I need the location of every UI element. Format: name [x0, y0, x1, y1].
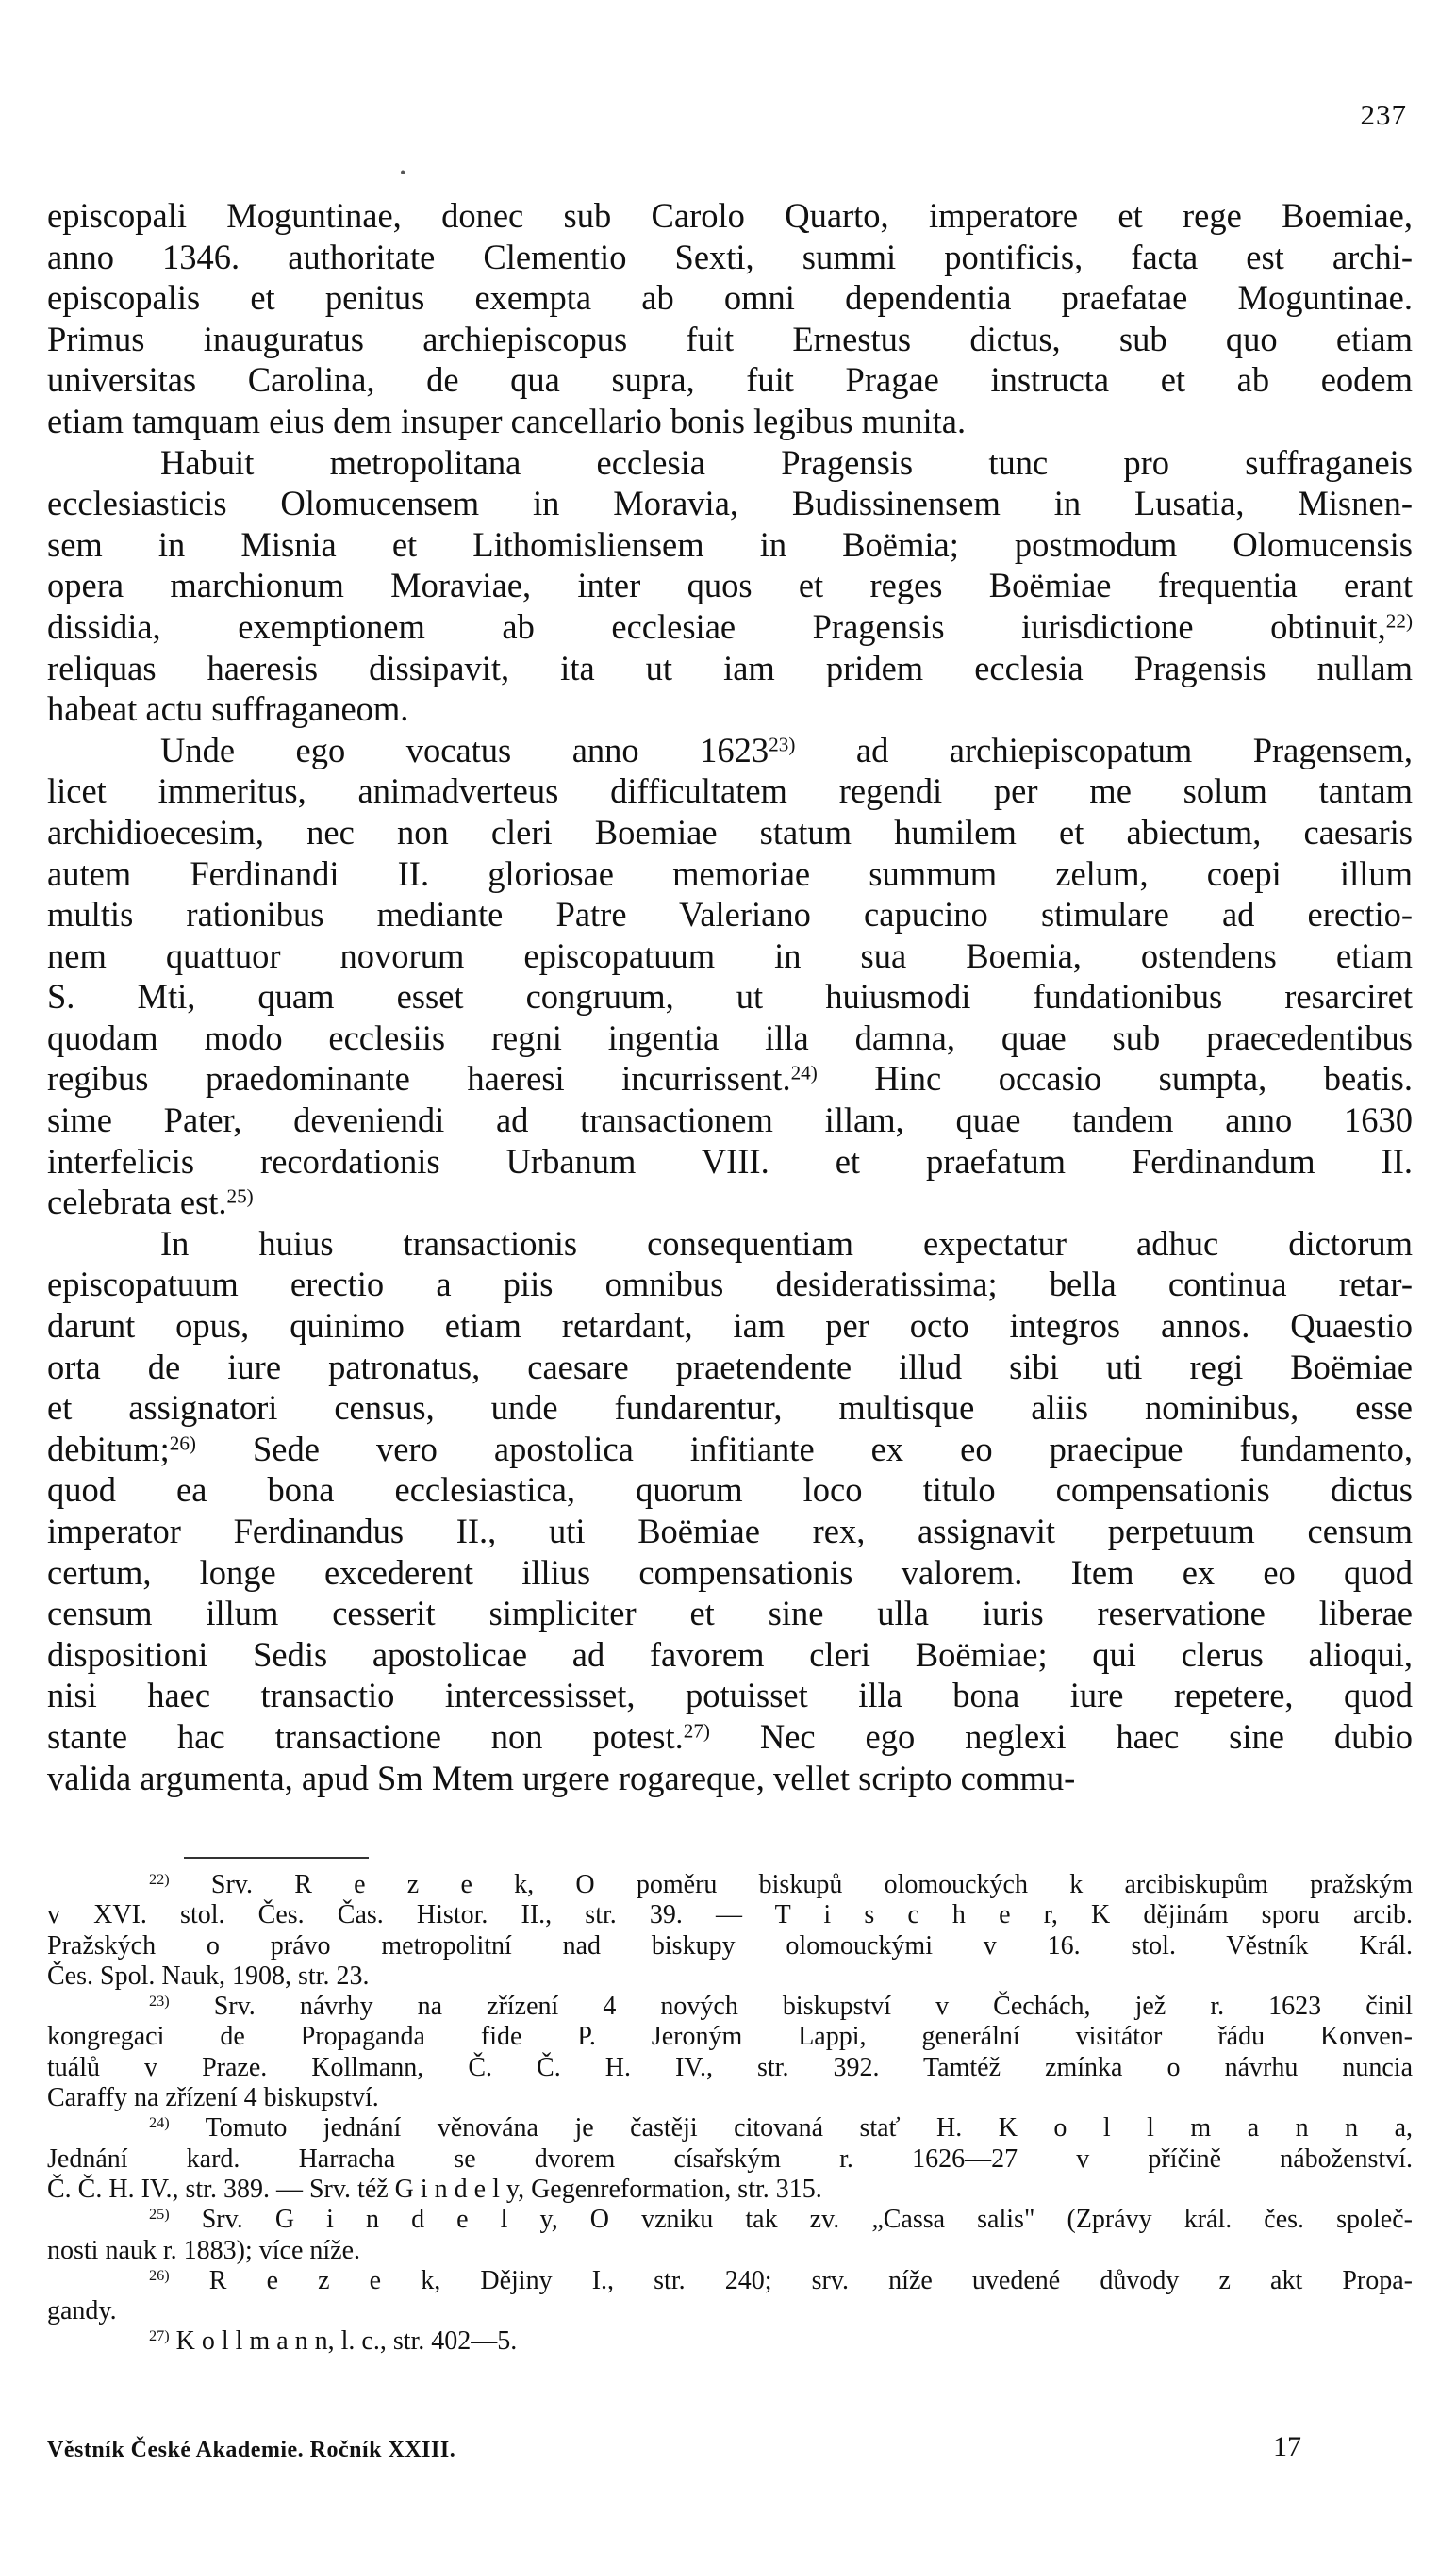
- body-text: Habuit metropolitana ecclesia Pragensis tunc pro suffraganeis: [160, 442, 1413, 482]
- body-text: Hinc occasio sumpta, beatis.: [817, 1059, 1413, 1099]
- footnote-ref: 26): [149, 2266, 170, 2284]
- body-line: [47, 195, 1413, 237]
- body-line: [47, 401, 1413, 442]
- body-line: [47, 853, 1413, 895]
- footnote-line: [47, 2205, 1413, 2235]
- body-line: [47, 1758, 1413, 1799]
- body-line: [47, 1100, 1413, 1141]
- body-text: et assignatori census, unde fundarentur, multisque aliis nominibus, esse: [47, 1388, 1413, 1428]
- footnote-line: [47, 2175, 1413, 2205]
- body-line: [47, 812, 1413, 853]
- body-text: Sede vero apostolica infitiante ex eo praecipue fundamento,: [195, 1429, 1413, 1468]
- body-text: quod ea bona ecclesiastica, quorum loco titulo compensationis dictus: [47, 1470, 1413, 1510]
- body-text: [47, 195, 1413, 1798]
- footnote-line: [47, 1870, 1413, 1900]
- signature-mark: 17: [1273, 2431, 1301, 2462]
- body-text: interfelicis recordationis Urbanum VIII. et praefatum Ferdinandum II.: [47, 1141, 1413, 1181]
- body-text: nem quattuor novorum episcopatuum in sua Boemia, ostendens etiam: [47, 935, 1413, 975]
- body-text: imperator Ferdinandus II., uti Boëmiae rex, assignavit perpetuum censum: [47, 1512, 1413, 1550]
- body-line: [47, 1675, 1413, 1716]
- body-line: [47, 688, 1413, 730]
- body-text: anno 1346. authoritate Clementio Sexti, summi pontificis, facta est archi-: [47, 237, 1413, 276]
- body-line: [47, 894, 1413, 935]
- body-line: [47, 1018, 1413, 1059]
- footnote-line: [47, 2296, 1413, 2326]
- body-text: certum, longe excederent illius compensationis valorem. Item ex eo quod: [47, 1552, 1413, 1592]
- footnote-text: gandy.: [47, 2296, 117, 2326]
- body-line: [47, 524, 1413, 566]
- body-text: reliquas haeresis dissipavit, ita ut iam pridem ecclesia Pragensis nullam: [47, 648, 1413, 687]
- body-line: [47, 976, 1413, 1018]
- body-text: opera marchionum Moraviae, inter quos et reges Boëmiae frequentia erant: [47, 566, 1413, 605]
- body-text: sem in Misnia et Lithomisliensem in Boëmia; postmodum Olomucensis: [47, 524, 1413, 564]
- footnote-ref: 27): [149, 2327, 170, 2345]
- body-line: [47, 770, 1413, 812]
- body-text: Primus inauguratus archiepiscopus fuit Ernestus dictus, sub quo etiam: [47, 319, 1413, 358]
- body-line: [47, 1223, 1413, 1265]
- body-text: episcopali Moguntinae, donec sub Carolo Quarto, imperatore et rege Boemiae,: [47, 196, 1413, 235]
- body-line: [47, 319, 1413, 360]
- body-line: [47, 359, 1413, 401]
- footnote-text: tuálů v Praze. Kollmann, Č. Č. H. IV., str. 392. Tamtéž zmínka o návrhu nuncia: [47, 2052, 1413, 2082]
- body-text: quodam modo ecclesiis regni ingentia illa damna, quae sub praecedentibus: [47, 1018, 1413, 1057]
- body-line: [47, 1387, 1413, 1429]
- footnote-text: Tomuto jednání věnována je častěji citovaná stať H. K o l l m a n n a,: [169, 2113, 1413, 2143]
- footnotes: [47, 1870, 1413, 2358]
- footnote-text: Caraffy na zřízení 4 biskupství.: [47, 2083, 379, 2113]
- body-line: [47, 442, 1413, 484]
- body-text: In huius transactionis consequentiam expectatur adhuc dictorum: [160, 1223, 1413, 1263]
- body-line: [47, 730, 1413, 771]
- body-line: [47, 648, 1413, 689]
- body-text: debitum;: [47, 1429, 170, 1468]
- stray-mark: •: [400, 163, 406, 182]
- footnote-line: [47, 1931, 1413, 1961]
- footnote-text: nosti nauk r. 1883); více níže.: [47, 2235, 361, 2265]
- body-line: [47, 1552, 1413, 1594]
- body-text: censum illum cesserit simpliciter et sine ulla iuris reservatione liberae: [47, 1594, 1413, 1633]
- body-line: [47, 237, 1413, 278]
- body-text: valida argumenta, apud Sm Mtem urgere rogareque, vellet scripto commu-: [47, 1758, 1076, 1797]
- footnote-ref: 23): [769, 733, 796, 756]
- footnote-separator: [184, 1857, 369, 1859]
- footnote-ref: 26): [169, 1431, 196, 1455]
- footnote-line: [47, 2083, 1413, 2113]
- body-line: [47, 935, 1413, 977]
- body-text: dissidia, exemptionem ab ecclesiae Pragensis iurisdictione obtinuit,: [47, 606, 1386, 646]
- body-line: [47, 483, 1413, 524]
- footnote-line: [47, 2144, 1413, 2175]
- body-line: [47, 277, 1413, 319]
- footnote-text: Srv. R e z e k, O poměru biskupů olomouckých k arcibiskupům pražským: [169, 1870, 1413, 1899]
- body-text: Nec ego neglexi haec sine dubio: [709, 1716, 1414, 1756]
- footnote-ref: 24): [790, 1061, 818, 1084]
- body-line: [47, 1347, 1413, 1388]
- body-text: etiam tamquam eius dem insuper cancellario bonis legibus munita.: [47, 401, 967, 440]
- body-text: Unde ego vocatus anno 1623: [160, 730, 769, 770]
- footnote-ref: 25): [226, 1184, 254, 1208]
- body-line: [47, 1182, 1413, 1223]
- footnote-line: [47, 2113, 1413, 2143]
- body-line: [47, 1264, 1413, 1305]
- body-text: S. Mti, quam esset congruum, ut huiusmodi fundationibus resarciret: [47, 977, 1413, 1017]
- footnote-text: Srv. návrhy na zřízení 4 nových biskupství v Čechách, jež r. 1623 činil: [169, 1992, 1413, 2022]
- footnote-ref: 23): [149, 1993, 170, 2011]
- footnote-text: Čes. Spol. Nauk, 1908, str. 23.: [47, 1961, 370, 1991]
- footnote-text: Srv. G i n d e l y, O vzniku tak zv. „Cassa salis" (Zprávy král. čes. společ-: [169, 2205, 1413, 2235]
- footnote-line: [47, 2326, 1413, 2357]
- body-line: [47, 1429, 1413, 1470]
- body-line: [47, 1511, 1413, 1552]
- footnote-text: R e z e k, Dějiny I., str. 240; srv. níže uvedené důvody z akt Propa-: [169, 2265, 1413, 2295]
- footnote-ref: 27): [683, 1719, 710, 1743]
- footnote-text: v XVI. stol. Čes. Čas. Histor. II., str. 39. — T i s c h e r, K dějinám sporu arcib.: [47, 1900, 1413, 1930]
- footnote-line: [47, 2022, 1413, 2052]
- footnote-ref: 24): [149, 2114, 170, 2132]
- footnote-text: Jednání kard. Harracha se dvorem císařským r. 1626—27 v příčině náboženství.: [47, 2143, 1413, 2174]
- body-text: autem Ferdinandi II. gloriosae memoriae summum zelum, coepi illum: [47, 853, 1413, 893]
- footnote-line: [47, 2266, 1413, 2296]
- body-text: ad archiepiscopatum Pragensem,: [795, 730, 1413, 770]
- body-text: universitas Carolina, de qua supra, fuit Pragae instructa et ab eodem: [47, 360, 1413, 400]
- body-line: [47, 1716, 1413, 1758]
- body-line: [47, 1305, 1413, 1347]
- body-text: licet immeritus, animadverteus difficultatem regendi per me solum tantam: [47, 771, 1413, 811]
- footnote-line: [47, 2053, 1413, 2083]
- footnote-text: kongregaci de Propaganda fide P. Jeroným Lappi, generální visitátor řádu Konven-: [47, 2022, 1413, 2052]
- body-line: [47, 1058, 1413, 1100]
- body-line: [47, 606, 1413, 648]
- body-text: multis rationibus mediante Patre Valeriano capucino stimulare ad erectio-: [47, 895, 1413, 935]
- body-text: stante hac transactione non potest.: [47, 1716, 684, 1756]
- footnote-line: [47, 2236, 1413, 2266]
- footnote-line: [47, 1992, 1413, 2022]
- body-line: [47, 1634, 1413, 1676]
- body-text: regibus praedominante haeresi incurrissent.: [47, 1059, 791, 1099]
- body-line: [47, 565, 1413, 606]
- footnote-ref: 22): [1385, 609, 1413, 633]
- footnote-ref: 22): [149, 1871, 170, 1889]
- footnote-text: Č. Č. H. IV., str. 389. — Srv. též G i n d e l y, Gegenreformation, str. 315.: [47, 2174, 822, 2204]
- body-line: [47, 1469, 1413, 1511]
- footnote-text: Pražských o právo metropolitní nad biskupy olomouckými v 16. stol. Věstník Král.: [47, 1930, 1413, 1961]
- footnote-line: [47, 1900, 1413, 1930]
- footnote-ref: 25): [149, 2206, 170, 2224]
- page-number: 237: [1360, 98, 1407, 131]
- body-text: sime Pater, deveniendi ad transactionem illam, quae tandem anno 1630: [47, 1100, 1413, 1140]
- body-text: orta de iure patronatus, caesare praetendente illud sibi uti regi Boëmiae: [47, 1347, 1413, 1386]
- body-text: ecclesiasticis Olomucensem in Moravia, Budissinensem in Lusatia, Misnen-: [47, 484, 1413, 523]
- body-line: [47, 1593, 1413, 1634]
- body-text: darunt opus, quinimo etiam retardant, iam per octo integros annos. Quaestio: [47, 1306, 1413, 1346]
- body-text: nisi haec transactio intercessisset, potuisset illa bona iure repetere, quod: [47, 1676, 1413, 1715]
- body-text: habeat actu suffraganeom.: [47, 689, 409, 729]
- body-text: celebrata est.: [47, 1183, 227, 1222]
- journal-footer: Věstník České Akademie. Ročník XXIII.: [47, 2438, 456, 2462]
- body-text: archidioecesim, nec non cleri Boemiae statum humilem et abiectum, caesaris: [47, 812, 1413, 852]
- body-text: episcopatuum erectio a piis omnibus desideratissima; bella continua retar-: [47, 1265, 1413, 1304]
- body-line: [47, 1141, 1413, 1183]
- footnote-text: K o l l m a n n, l. c., str. 402—5.: [169, 2326, 518, 2357]
- body-text: episcopalis et penitus exempta ab omni dependentia praefatae Moguntinae.: [47, 278, 1413, 318]
- body-text: dispositioni Sedis apostolicae ad favorem cleri Boëmiae; qui clerus alioqui,: [47, 1634, 1413, 1674]
- footnote-line: [47, 1961, 1413, 1992]
